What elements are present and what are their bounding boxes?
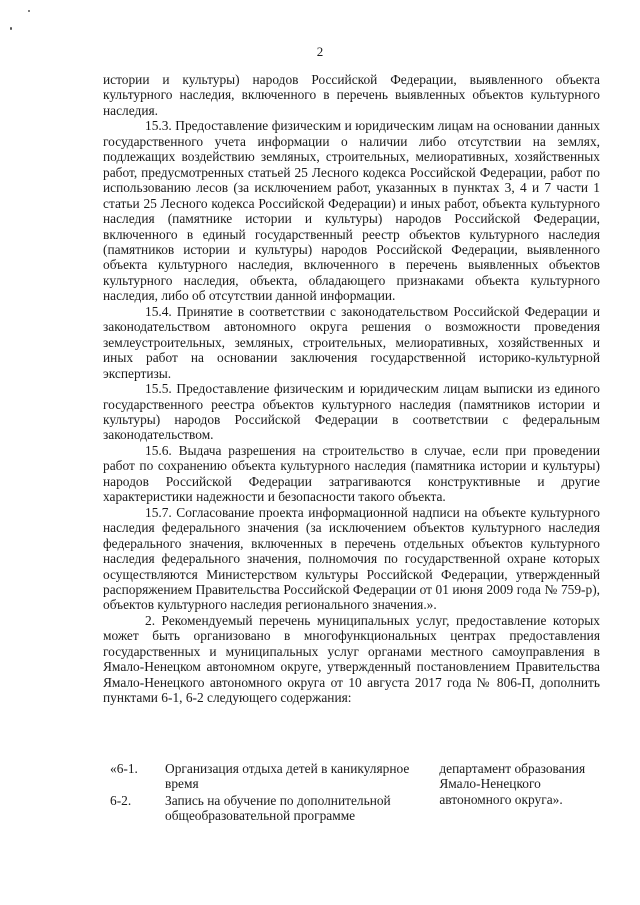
service-list-table (103, 761, 603, 825)
paragraph-15-3: 15.3. Предоставление физическим и юридическим лицам на основании данных государственного учета информации о наличии либо отсутствии на землях, подлежащих воздействию земляных, строительных, мелиоративных, хозяйственных работ, предусмотренных статьей 25 Лесного кодекса Российской Федерации, работ по использованию лесов (за исключением работ, указанных в пунктах 3, 4 и 7 части 1 статьи 25 Лесного кодекса Российской Федерации) и иных работ, объекта культурного наследия (памятнике истории и культуры) народов Российской Федерации, включенного в единый государственный реестр объектов культурного наследия (памятников истории и культуры) народов Российской Федерации, выявленного объекта культурного наследия, включенного в перечень выявленных объектов культурного наследия, объекта, обладающего признаками объекта культурного наследия, либо об отсутствии данной информации. (103, 118, 600, 304)
item-number: «6-1. (110, 761, 138, 776)
paragraph-continuation: истории и культуры) народов Российской Федерации, выявленного объекта культурного наследия, включенного в перечень выявленных объектов культурного наследия. (103, 72, 600, 118)
paragraph-15-6: 15.6. Выдача разрешения на строительство в случае, если при проведении работ по сохранению объекта культурного наследия (памятника истории и культуры) народов Российской Федерации затрагиваются конструктивные и другие характеристики надежности и безопасности такого объекта. (103, 442, 600, 505)
paragraph-15-4: 15.4. Принятие в соответствии с законодательством Российской Федерации и законодательством автономного округа решения о возможности проведения землеустроительных, земляных, строительных, мелиоративных, хозяйственных и иных работ на основании заключения государственной историко-культурной экспертизы. (103, 303, 600, 381)
scan-speck (28, 10, 30, 12)
paragraph-15-7: 15.7. Согласование проекта информационной надписи на объекте культурного наследия федерального значения (за исключением объектов культурного наследия федерального значения, включенных в перечень отдельных объектов культурного наследия федерального значения, полномочия по государственной охране которых осуществляются Министерством культуры Российской Федерации, утвержденный распоряжением Правительства Российской Федерации от 01 июня 2009 года № 759-р), объектов культурного наследия регионального значения.». (103, 504, 600, 613)
page-number: 2 (316, 44, 324, 59)
paragraph-15-5: 15.5. Предоставление физическим и юридическим лицам выписки из единого государственного реестра объектов культурного наследия (памятников истории и культуры) народов Российской Федерации в соответствии с федеральным законодательством. (103, 381, 600, 443)
service-name: Организация отдыха детей в каникулярное время (165, 761, 410, 792)
scan-speck (10, 27, 12, 30)
item-number: 6-2. (110, 792, 132, 808)
paragraph-2: 2. Рекомендуемый перечень муниципальных услуг, предоставление которых может быть организовано в многофункциональных центрах предоставления государственных и муниципальных услуг органами местного самоуправления в Ямало-Ненецком автономном округе, утвержденный постановлением Правительства Ямало-Ненецкого автономного округа от 10 августа 2017 года № 806-П, дополнить пунктами 6-1, 6-2 следующего содержания: (103, 612, 600, 706)
table-row (103, 761, 603, 793)
service-name: Запись на обучение по дополнительной общеобразовательной программе (165, 792, 391, 824)
responsible-department: департамент образования Ямало-Ненецкого автономного округа». (439, 761, 586, 807)
document-body (103, 72, 600, 706)
